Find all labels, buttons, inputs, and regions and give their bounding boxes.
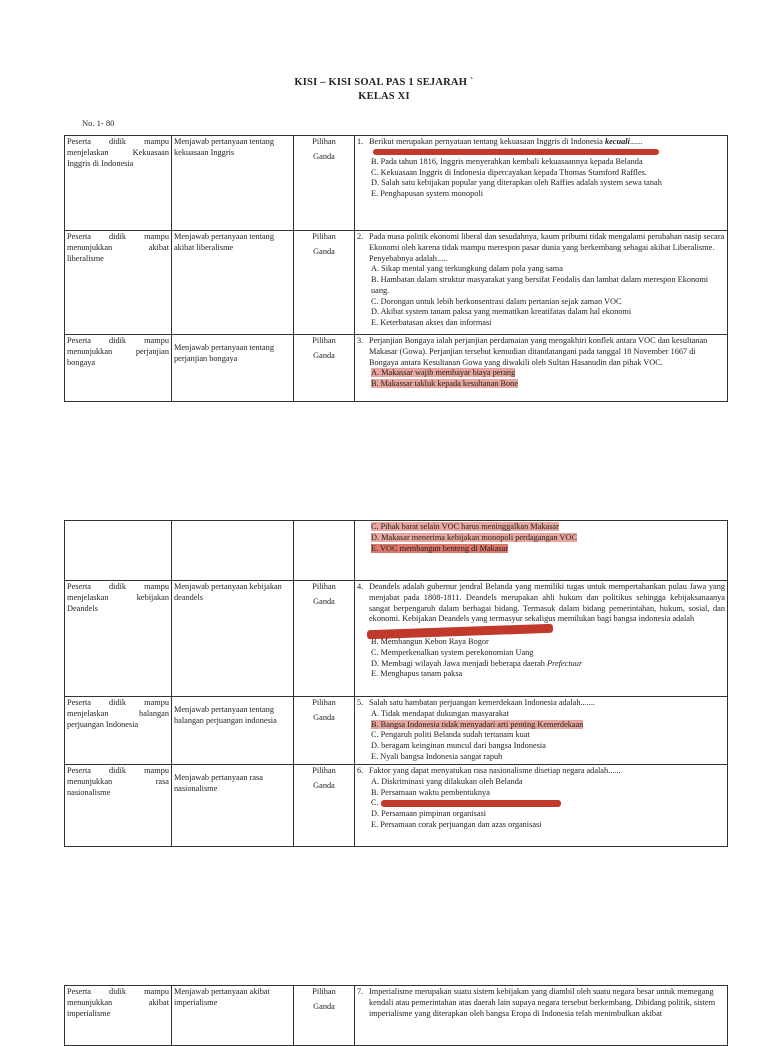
- indikator-cell: Peserta didik mampu menjelaskan halangan perjuangan Indonesia: [65, 697, 172, 765]
- question-text: Imperialisme merupakan suatu sistem kebijakan yang diambil oleh suatu negara besar untuk memegang kendali atau pemerintahan atas daerah lain supaya negara tersebut berkembang. Dibidang politik, sistem imperialisme yang diterapkan oleh bangsa Eropa di Indonesia telah menimbulkan akibat: [369, 987, 716, 1018]
- question-text: Pada masa politik ekonomi liberal dan sesudahnya, kaum pribumi tidak mengalami perubahan nasip secara Ekonomi oleh karena tidak mampu merespon pasar dunia yang berkembang sebagai akibat Liberalisme. Penyebabnya adalah.....: [369, 232, 725, 263]
- bentuk-label: Pilihan: [312, 987, 336, 996]
- bentuk-label: Pilihan: [312, 582, 336, 591]
- option: [361, 798, 725, 809]
- option: C. Kekuasaan Inggris di Indonesia dipercayakan kepada Thomas Stamford Raffles.: [371, 167, 647, 177]
- bentuk-cell: [294, 986, 355, 1046]
- question-number: 4.: [357, 582, 364, 591]
- option: C. Dorongan untuk lebih berkonsentrasi dalam pertanian sejak zaman VOC: [371, 296, 622, 306]
- option: A. Sikap mental yang terkungkung dalam pola yang sama: [371, 264, 563, 274]
- option: B. Hambatan dalam struktur masyarakat yang bersifat Feodalis dan lambat dalam merespon Ekonomi uang.: [371, 275, 709, 295]
- bentuk-label: Ganda: [313, 596, 335, 606]
- bentuk-cell: [294, 697, 355, 765]
- soal-cell: [355, 581, 728, 697]
- option: D. Akibat system tanam paksa yang mematikan kreatifatas dalam hal ekonomi: [371, 307, 632, 317]
- bentuk-label: Ganda: [313, 350, 335, 360]
- table-row: [65, 581, 728, 697]
- table-row: [65, 986, 728, 1046]
- option: [361, 522, 725, 533]
- option-text: C.: [371, 798, 379, 808]
- soal-cell: [355, 697, 728, 765]
- question-number: 3.: [357, 336, 364, 345]
- bentuk-label: Ganda: [313, 246, 335, 256]
- table-row: [65, 136, 728, 231]
- materi-cell: Menjawab pertanyaan tentang kekuasaan Inggris: [172, 136, 294, 231]
- bentuk-cell: [294, 335, 355, 402]
- soal-cell: [355, 521, 728, 581]
- question-text: Salah satu hambatan perjuangan kemerdekaan Indonesia adalah.......: [369, 698, 596, 707]
- option: B. Pada tahun 1816, Inggris menyerahkan kembali kekuasaannya kepada Belanda: [371, 156, 643, 166]
- question-number: 2.: [357, 232, 364, 241]
- option: D. beragam keinginan muncul dari bangsa Indonesia: [371, 741, 546, 751]
- table-row: [65, 521, 728, 581]
- option: B. Persamaan waktu pembentuknya: [371, 787, 490, 797]
- materi-cell: Menjawab pertanyaan tentang perjanjian bongaya: [172, 335, 294, 402]
- option: [361, 544, 725, 555]
- question-range: No. 1- 80: [82, 118, 115, 128]
- option: C. Pengaruh politi Belanda sudah tertanam kuat: [371, 730, 530, 740]
- question-number: 1.: [357, 137, 364, 146]
- bentuk-label: Ganda: [313, 780, 335, 790]
- option: D. Salah satu kebijakan popular yang diterapkan oleh Raffies adalah system sewa tanah: [371, 178, 662, 188]
- option: [361, 659, 725, 670]
- option-text: D. Membagi wilayah Jawa menjadi beberapa daerah: [371, 658, 545, 668]
- kisi-table-page-1: [64, 135, 728, 402]
- table-row: [65, 765, 728, 847]
- bentuk-label: Ganda: [313, 151, 335, 161]
- kisi-table-page-2: [64, 520, 728, 847]
- materi-cell: Menjawab pertanyaan akibat imperialisme: [172, 986, 294, 1046]
- indikator-cell: Peserta didik mampu menunjukkan akibat imperialisme: [65, 986, 172, 1046]
- bentuk-label: Pilihan: [312, 698, 336, 707]
- soal-cell: [355, 335, 728, 402]
- bentuk-cell: [294, 581, 355, 697]
- document-title: KISI – KISI SOAL PAS 1 SEJARAH `: [294, 77, 474, 88]
- materi-cell: Menjawab pertanyaan rasa nasionalisme: [172, 765, 294, 847]
- redaction-mark: [381, 800, 561, 807]
- soal-cell: [355, 136, 728, 231]
- option: [361, 368, 725, 379]
- question-emphasis: kecuali: [604, 137, 630, 146]
- option: E. Penghapusan system monopoli: [371, 189, 483, 199]
- question-text: Perjanjian Bongaya ialah perjanjian perdamaian yang mengakhiri konflek antara VOC dan kesultanan Makasar (Gowa). Perjanjian tersebut kemudian ditandatangani pada tanggal 18 November 1667 di Bongaya antara Kesultanan Gowa yang diwakili oleh Sultan Hasanudin dan pihak VOC.: [369, 336, 708, 367]
- question-stem: Berikut merupakan pernyataan tentang kekuasaan Inggris di Indonesia: [369, 137, 603, 146]
- kisi-table-page-3: [64, 985, 728, 1046]
- bentuk-cell: [294, 231, 355, 335]
- option: E. Menghapus tanam paksa: [371, 669, 463, 679]
- option: B. Membangun Kebon Raya Bogor: [371, 637, 489, 647]
- indikator-cell: Peserta didik mampu menunjukkan perjanjian bongaya: [65, 335, 172, 402]
- option: D. Persamaan pimpinan organisasi: [371, 809, 487, 819]
- question-ellipsis: ......: [629, 137, 643, 146]
- soal-cell: [355, 231, 728, 335]
- redaction-mark: [367, 624, 553, 639]
- table-row: [65, 697, 728, 765]
- highlighted-option-text: A. Makassar wajib membayar biaya perang: [371, 368, 516, 378]
- bentuk-label: Ganda: [313, 1001, 335, 1011]
- materi-cell: [172, 521, 294, 581]
- option: E. Persamaan corak perjuangan dan azas organisasi: [371, 819, 542, 829]
- question-number: 5.: [357, 698, 364, 707]
- option-emphasis: Prefectuur: [547, 658, 583, 668]
- indikator-cell: Peserta didik mampu menjelaskan kebijakan Deandels: [65, 581, 172, 697]
- question-text: [369, 137, 725, 148]
- bentuk-label: Pilihan: [312, 336, 336, 345]
- bentuk-cell: [294, 136, 355, 231]
- option: A. Tidak mendapat dukungan masyarakat: [371, 708, 510, 718]
- bentuk-cell: [294, 765, 355, 847]
- document-subtitle: KELAS XI: [358, 91, 410, 102]
- indikator-cell: Peserta didik mampu menunjukkan akibat liberalisme: [65, 231, 172, 335]
- highlighted-option-text: B. Makassar takluk kepada kesultanan Bone: [371, 379, 518, 389]
- materi-cell: Menjawab pertanyaan tentang halangan perjuangan indonesia: [172, 697, 294, 765]
- bentuk-cell: [294, 521, 355, 581]
- soal-cell: [355, 765, 728, 847]
- option: E. Keterbatasan akses dan informasi: [371, 318, 492, 328]
- bentuk-label: Pilihan: [312, 766, 336, 775]
- option: C. Memperkenalkan system perekonomian Uang: [371, 647, 534, 657]
- option: A. Diskriminasi yang dilakukan oleh Belanda: [371, 776, 523, 786]
- highlighted-option-text: B. Bangsa Indonesia tidak menyadari arti penting Kemerdekaan: [371, 719, 584, 729]
- indikator-cell: Peserta didik mampu menunjukkan rasa nasionalisme: [65, 765, 172, 847]
- soal-cell: [355, 986, 728, 1046]
- table-row: [65, 231, 728, 335]
- highlighted-option-text: C. Pihak barat selain VOC harus meninggalkan Makasar: [371, 522, 559, 531]
- redaction-mark: [373, 149, 659, 155]
- materi-cell: Menjawab pertanyaan kebijakan deandels: [172, 581, 294, 697]
- highlighted-option-text: E. VOC membangun benteng di Makasar: [371, 543, 509, 553]
- option: [361, 379, 725, 390]
- indikator-cell: [65, 521, 172, 581]
- question-text: Deandels adalah gubernur jendral Belanda yang memiliki tugas untuk mempertahankan pulau Jawa yang menjabat pada 1808-1811. Deandels merupakan ahli hukum dan politikus sehingga kebijaksanaanya sangat berpengaruh dalam berbagai bidang. Termasuk dalam bidang pemerintahan, hukum, sosial, dan ekonomi. Kebijakan Deandels yang termasyur sekaligus memilukan bagi bangsa indonesia adalah: [369, 582, 725, 624]
- materi-cell: Menjawab pertanyaan tentang akibat liberalisme: [172, 231, 294, 335]
- question-number: 7.: [357, 987, 364, 996]
- question-text: Faktor yang dapat menyatukan rasa nasionalisme disetiap negara adalah......: [369, 766, 621, 775]
- option: E. Nyali bangsa Indonesia sangat rapuh: [371, 751, 503, 761]
- bentuk-label: Ganda: [313, 712, 335, 722]
- question-number: 6.: [357, 766, 364, 775]
- bentuk-label: Pilihan: [312, 137, 336, 146]
- indikator-cell: Peserta didik mampu menjelaskan Kekuasaan Inggris di Indonesia: [65, 136, 172, 231]
- option: [361, 720, 725, 731]
- bentuk-label: Pilihan: [312, 232, 336, 241]
- table-row: [65, 335, 728, 402]
- highlighted-option-text: D. Makasar menerima kebijakan monopoli perdagangan VOC: [371, 532, 578, 542]
- option: [361, 533, 725, 544]
